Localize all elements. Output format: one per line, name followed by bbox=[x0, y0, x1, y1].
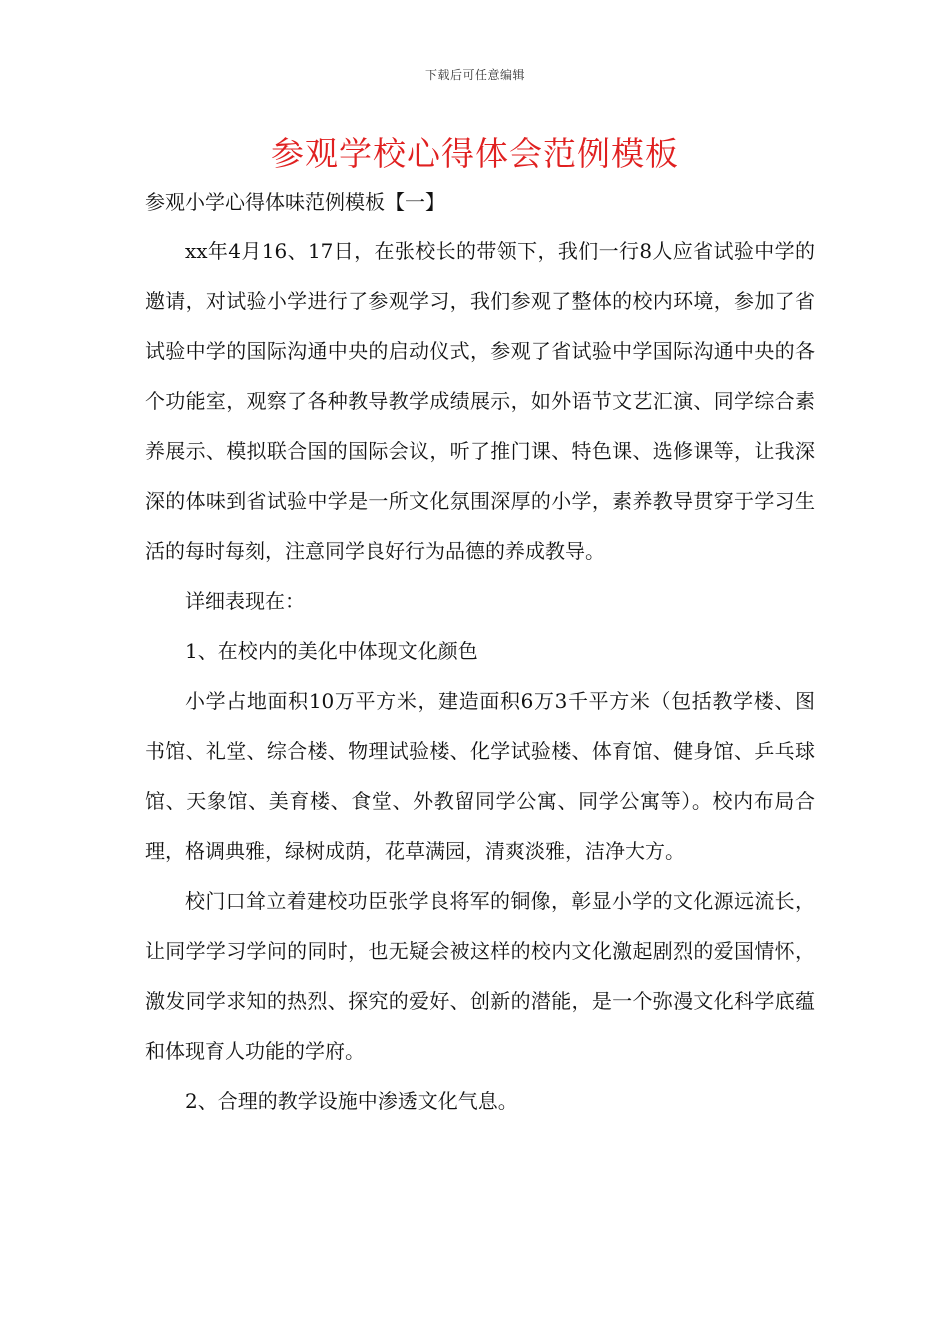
paragraph: xx年4月16、17日，在张校长的带领下，我们一行8人应省试验中学的邀请，对试验小学进行了参观学习，我们参观了整体的校内环境，参加了省试验中学的国际沟通中央的启动仪式，参观了省试验中学国际沟通中央的各个功能室，观察了各种教导教学成绩展示，如外语节文艺汇演、同学综合素养展示、模拟联合国的国际会议，听了推门课、特色课、选修课等，让我深深的体味到省试验中学是一所文化氛围深厚的小学，素养教导贯穿于学习生活的每时每刻，注意同学良好行为品德的养成教导。 bbox=[145, 239, 815, 563]
document-body bbox=[145, 226, 815, 1126]
paragraph: 校门口耸立着建校功臣张学良将军的铜像，彰显小学的文化源远流长，让同学学习学问的同时，也无疑会被这样的校内文化激起剧烈的爱国情怀，激发同学求知的热烈、探究的爱好、创新的潜能，是一个弥漫文化科学底蕴和体现育人功能的学府。 bbox=[145, 889, 815, 1063]
document-title: 参观学校心得体会范例模板 bbox=[271, 134, 679, 173]
paragraph: 2、合理的教学设施中渗透文化气息。 bbox=[185, 1089, 518, 1113]
paragraph: 详细表现在： bbox=[185, 589, 305, 613]
header-note: 下载后可任意编辑 bbox=[424, 68, 525, 82]
paragraph: 小学占地面积10万平方米，建造面积6万3千平方米（包括教学楼、图书馆、礼堂、综合楼、物理试验楼、化学试验楼、体育馆、健身馆、乒乓球馆、天象馆、美育楼、食堂、外教留同学公寓、同学公寓等）。校内布局合理，格调典雅，绿树成荫，花草满园，清爽淡雅，洁净大方。 bbox=[145, 689, 815, 863]
paragraph: 1、在校内的美化中体现文化颜色 bbox=[185, 639, 478, 663]
section-subtitle: 参观小学心得体味范例模板【一】 bbox=[145, 190, 445, 214]
